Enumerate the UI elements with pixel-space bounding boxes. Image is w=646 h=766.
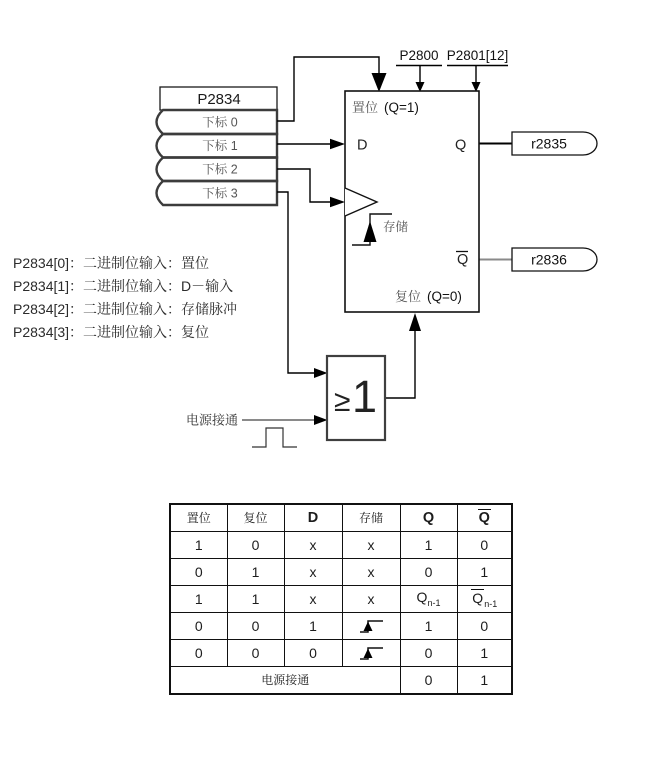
- table-cell: 0: [227, 532, 284, 559]
- table-cell: 0: [457, 613, 512, 640]
- param-index-2: 下标 2: [202, 162, 238, 177]
- p2801-label: P2801[12]: [446, 48, 509, 63]
- col-header-q: Q: [400, 504, 457, 532]
- arrow-d-icon: [330, 139, 345, 150]
- param-index-3: 下标 3: [202, 186, 238, 201]
- table-cell: x: [342, 532, 400, 559]
- wire-or-output: [385, 331, 415, 398]
- description-line: P2834[3]：二进制位输入：复位: [13, 324, 210, 340]
- table-cell: 0: [170, 559, 227, 586]
- col-header-store: 存储: [342, 504, 400, 532]
- set-label-eq: (Q=1): [384, 100, 419, 115]
- pulse-icon: [252, 428, 297, 447]
- description-line: P2834[1]：二进制位输入：D－输入: [13, 278, 234, 294]
- table-row-power: [170, 667, 512, 695]
- table-row: [170, 586, 512, 613]
- arrow-or-in1-icon: [314, 368, 328, 378]
- r2836-label: r2836: [531, 251, 567, 268]
- table-cell: 1: [170, 586, 227, 613]
- reset-label-cjk: 复位: [395, 289, 422, 304]
- reset-label-eq: (Q=0): [427, 289, 462, 304]
- table-cell-qbarn1: [457, 586, 512, 613]
- truth-table: [169, 503, 513, 695]
- arrow-clock-icon: [330, 197, 345, 208]
- power-on-label: 电源接通: [185, 412, 238, 428]
- table-cell: 0: [284, 640, 342, 667]
- table-cell: 0: [400, 559, 457, 586]
- table-cell: 1: [227, 559, 284, 586]
- wire-p2800: [396, 66, 442, 83]
- table-cell: 1: [457, 640, 512, 667]
- table-row: [170, 640, 512, 667]
- or-gate-gte: ≥: [334, 385, 351, 418]
- table-row: [170, 532, 512, 559]
- table-row: [170, 559, 512, 586]
- rising-edge-icon: [358, 618, 385, 634]
- table-cell: 1: [400, 613, 457, 640]
- col-header-qbar: [457, 504, 512, 532]
- param-title: P2834: [197, 91, 241, 108]
- table-cell: x: [342, 586, 400, 613]
- table-cell: 0: [400, 667, 457, 695]
- table-cell-edge: [342, 613, 400, 640]
- table-cell: 0: [227, 613, 284, 640]
- param-index-0: 下标 0: [202, 115, 238, 130]
- col-header-d: D: [284, 504, 342, 532]
- table-cell: x: [284, 586, 342, 613]
- wire-p2801: [447, 66, 508, 83]
- qbar-pin-label: Q: [457, 252, 469, 268]
- col-header-set: 置位: [170, 504, 227, 532]
- param-index-1: 下标 1: [202, 139, 238, 153]
- table-cell: 0: [170, 640, 227, 667]
- qbarn1-base: Q: [472, 590, 484, 607]
- table-cell: 0: [400, 640, 457, 667]
- table-header-row: [170, 504, 512, 532]
- description-line: P2834[2]：二进制位输入：存储脉冲: [13, 301, 238, 317]
- table-cell: 1: [457, 667, 512, 695]
- or-gate: [327, 356, 385, 440]
- table-cell-edge: [342, 640, 400, 667]
- set-label-cjk: 置位: [352, 100, 379, 115]
- qbarn1-sub: n-1: [484, 598, 498, 609]
- output-tag-r2836: [512, 248, 597, 271]
- truth-table-grid: [169, 503, 513, 695]
- table-cell-qn1: [400, 586, 457, 613]
- table-row: [170, 613, 512, 640]
- d-pin-label: D: [357, 137, 368, 154]
- table-cell-power-label: 电源接通: [170, 667, 400, 695]
- output-tag-r2835: [512, 132, 597, 155]
- table-cell: 1: [227, 586, 284, 613]
- qbar-overline-text: Q: [478, 510, 490, 527]
- q-pin-label: Q: [455, 137, 467, 154]
- table-cell: 1: [457, 559, 512, 586]
- description-line: P2834[0]：二进制位输入：置位: [13, 255, 210, 271]
- parameter-descriptions: [13, 252, 237, 344]
- store-label: 存储: [383, 220, 409, 234]
- table-cell: x: [284, 559, 342, 586]
- rising-edge-icon: [358, 645, 385, 661]
- wire-reset-source: [277, 192, 314, 373]
- wire-clock-input: [277, 169, 331, 202]
- table-cell: 1: [284, 613, 342, 640]
- qn1-base: Q: [416, 589, 428, 606]
- arrow-or-in2-icon: [314, 415, 328, 425]
- col-header-reset: 复位: [227, 504, 284, 532]
- flipflop-box: [345, 91, 479, 312]
- table-cell: 1: [400, 532, 457, 559]
- table-cell: 1: [170, 532, 227, 559]
- table-cell: 0: [227, 640, 284, 667]
- table-cell: 0: [457, 532, 512, 559]
- r2835-label: r2835: [531, 135, 567, 152]
- arrow-reset-icon: [409, 313, 421, 331]
- arrow-set-icon: [372, 73, 387, 92]
- table-cell: x: [342, 559, 400, 586]
- param-block: [157, 87, 278, 205]
- table-cell: x: [284, 532, 342, 559]
- qn1-sub: n-1: [427, 597, 441, 608]
- table-cell: 0: [170, 613, 227, 640]
- or-gate-one: 1: [352, 371, 378, 422]
- p2800-label: P2800: [399, 48, 439, 63]
